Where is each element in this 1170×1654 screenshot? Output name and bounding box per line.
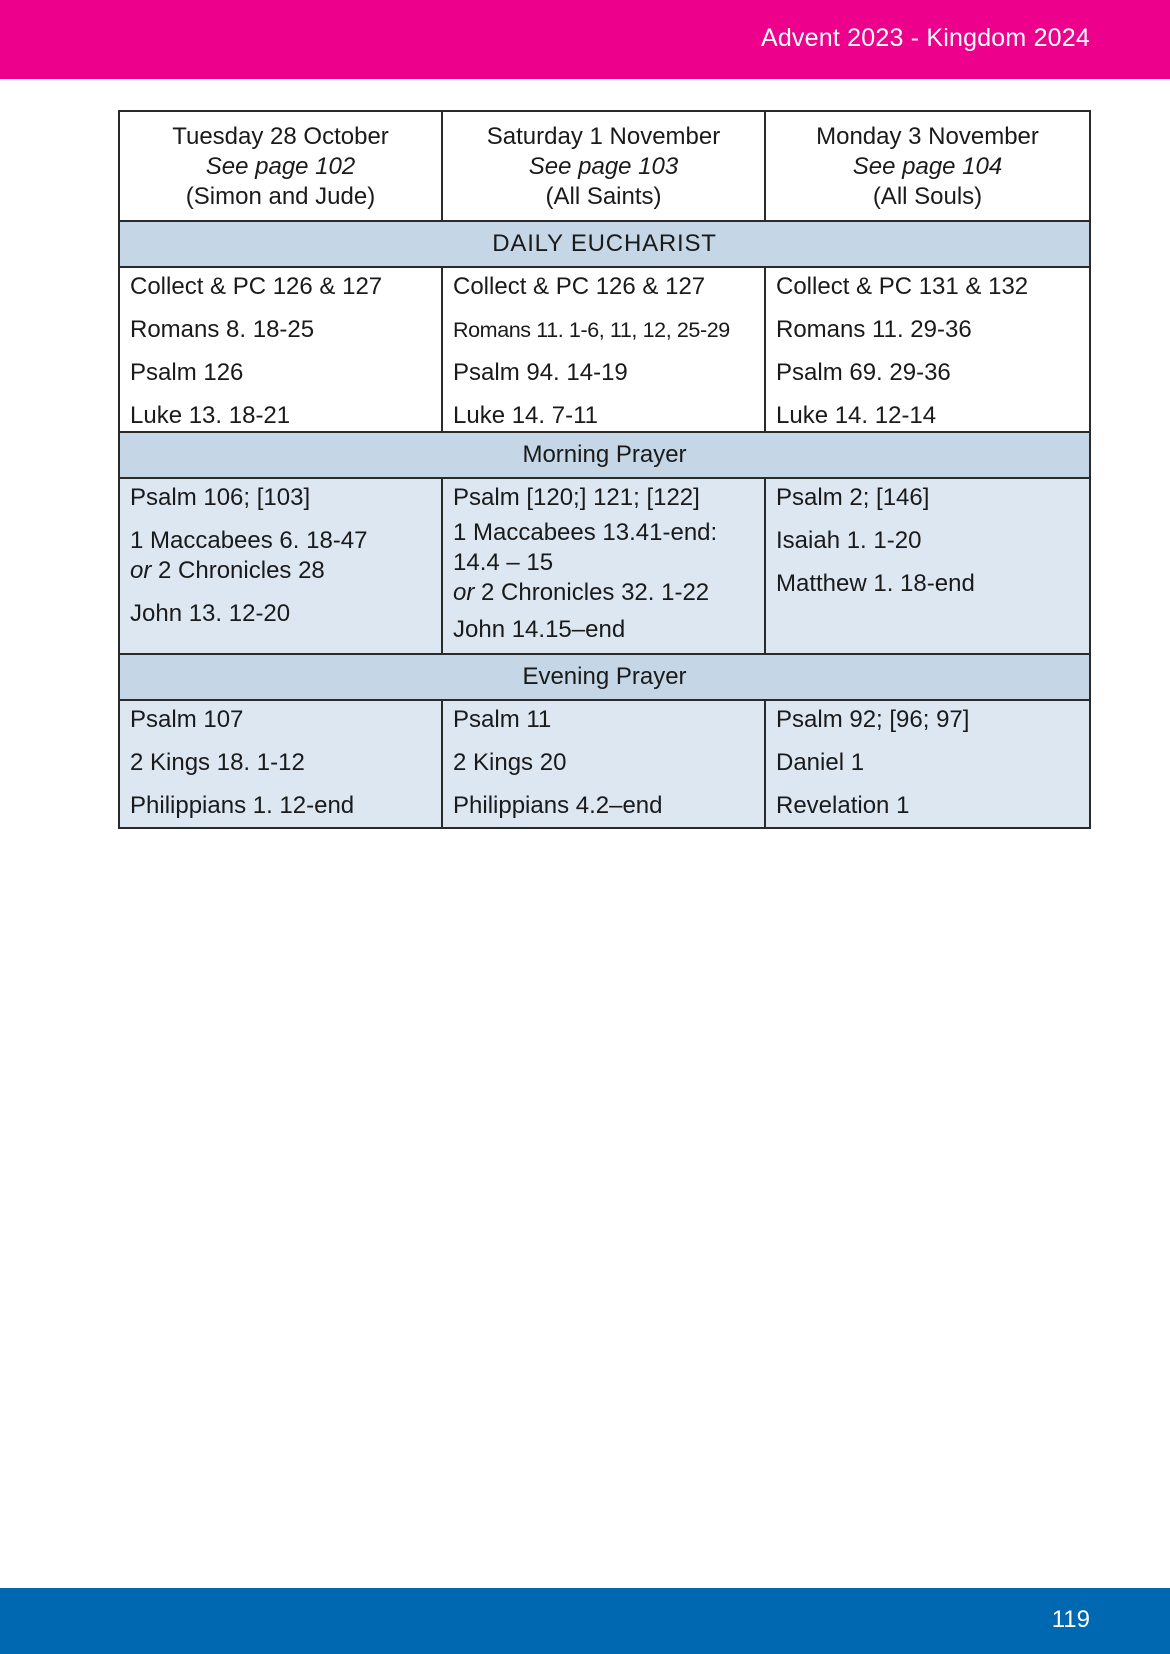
- reading: Romans 11. 1-6, 11, 12, 25-29: [453, 318, 730, 342]
- eucharist-row: [119, 267, 1090, 432]
- psalm: Psalm 69. 29-36: [776, 359, 951, 386]
- reading-primary: 1 Maccabees 13.41-end:: [453, 519, 718, 546]
- epistle: Philippians 4.2–end: [453, 792, 663, 819]
- psalm: Psalm 92; [96; 97]: [776, 706, 970, 733]
- see-page: See page 103: [528, 153, 679, 180]
- psalm: Psalm 94. 14-19: [453, 359, 628, 386]
- header-title: Advent 2023 - Kingdom 2024: [760, 24, 1090, 52]
- section-title: Evening Prayer: [119, 654, 1090, 700]
- psalm: Psalm 107: [130, 706, 244, 733]
- reading-cell: [442, 700, 765, 828]
- column-header: [119, 111, 442, 221]
- reading-alternative: 2 Chronicles 32. 1-22: [481, 579, 710, 606]
- reading-cell: [119, 478, 442, 654]
- header-bar: [0, 0, 1170, 79]
- or-word: or: [453, 579, 475, 606]
- reading: Romans 11. 29-36: [776, 316, 972, 343]
- gospel: Luke 14. 12-14: [776, 402, 937, 429]
- reading: Isaiah 1. 1-20: [776, 527, 922, 554]
- reading: 2 Kings 18. 1-12: [130, 749, 305, 776]
- page-number: 119: [1051, 1606, 1090, 1633]
- reading: Romans 8. 18-25: [130, 316, 315, 343]
- footer-bar: [0, 1588, 1170, 1654]
- column-date: Monday 3 November: [816, 123, 1039, 150]
- reading: Daniel 1: [776, 749, 865, 776]
- collect: Collect & PC 126 & 127: [453, 273, 706, 300]
- or-word: or: [130, 557, 152, 584]
- reading-cell: [765, 700, 1090, 828]
- epistle: Revelation 1: [776, 792, 910, 819]
- psalm: Psalm [120;] 121; [122]: [453, 484, 700, 511]
- gospel: John 14.15–end: [453, 616, 626, 643]
- gospel: John 13. 12-20: [130, 600, 291, 627]
- morning-row: [119, 478, 1090, 654]
- evening-row: [119, 700, 1090, 828]
- reading-cell: [442, 267, 765, 432]
- feast-name: (All Saints): [545, 183, 662, 210]
- feast-name: (All Souls): [872, 183, 983, 210]
- column-date: Saturday 1 November: [486, 123, 721, 150]
- gospel: Matthew 1. 18-end: [776, 570, 975, 597]
- reading: [130, 526, 431, 586]
- section-band-evening: [119, 654, 1090, 700]
- column-header-row: [119, 111, 1090, 221]
- reading-primary: 1 Maccabees 6. 18-47: [130, 527, 368, 554]
- section-title: DAILY EUCHARIST: [119, 221, 1090, 267]
- see-page: See page 102: [205, 153, 356, 180]
- reading-alternative: 2 Chronicles 28: [158, 557, 325, 584]
- reading-cell: [119, 267, 442, 432]
- collect: Collect & PC 131 & 132: [776, 273, 1029, 300]
- lectionary-table: [118, 110, 1091, 829]
- gospel: Luke 14. 7-11: [453, 402, 598, 429]
- reading-cell: [765, 478, 1090, 654]
- column-header: [442, 111, 765, 221]
- reading-primary-continued: 14.4 – 15: [453, 549, 554, 576]
- gospel: Luke 13. 18-21: [130, 402, 291, 429]
- section-band-eucharist: [119, 221, 1090, 267]
- section-title: Morning Prayer: [119, 432, 1090, 478]
- feast-name: (Simon and Jude): [185, 183, 376, 210]
- psalm: Psalm 2; [146]: [776, 484, 930, 511]
- column-date: Tuesday 28 October: [172, 123, 389, 150]
- reading-cell: [119, 700, 442, 828]
- epistle: Philippians 1. 12-end: [130, 792, 355, 819]
- section-band-morning: [119, 432, 1090, 478]
- reading-cell: [765, 267, 1090, 432]
- psalm: Psalm 11: [453, 706, 552, 733]
- see-page: See page 104: [852, 153, 1003, 180]
- psalm: Psalm 126: [130, 359, 244, 386]
- column-header: [765, 111, 1090, 221]
- collect: Collect & PC 126 & 127: [130, 273, 383, 300]
- psalm: Psalm 106; [103]: [130, 484, 311, 511]
- reading: 2 Kings 20: [453, 749, 567, 776]
- reading-cell: [442, 478, 765, 654]
- reading: [453, 518, 754, 608]
